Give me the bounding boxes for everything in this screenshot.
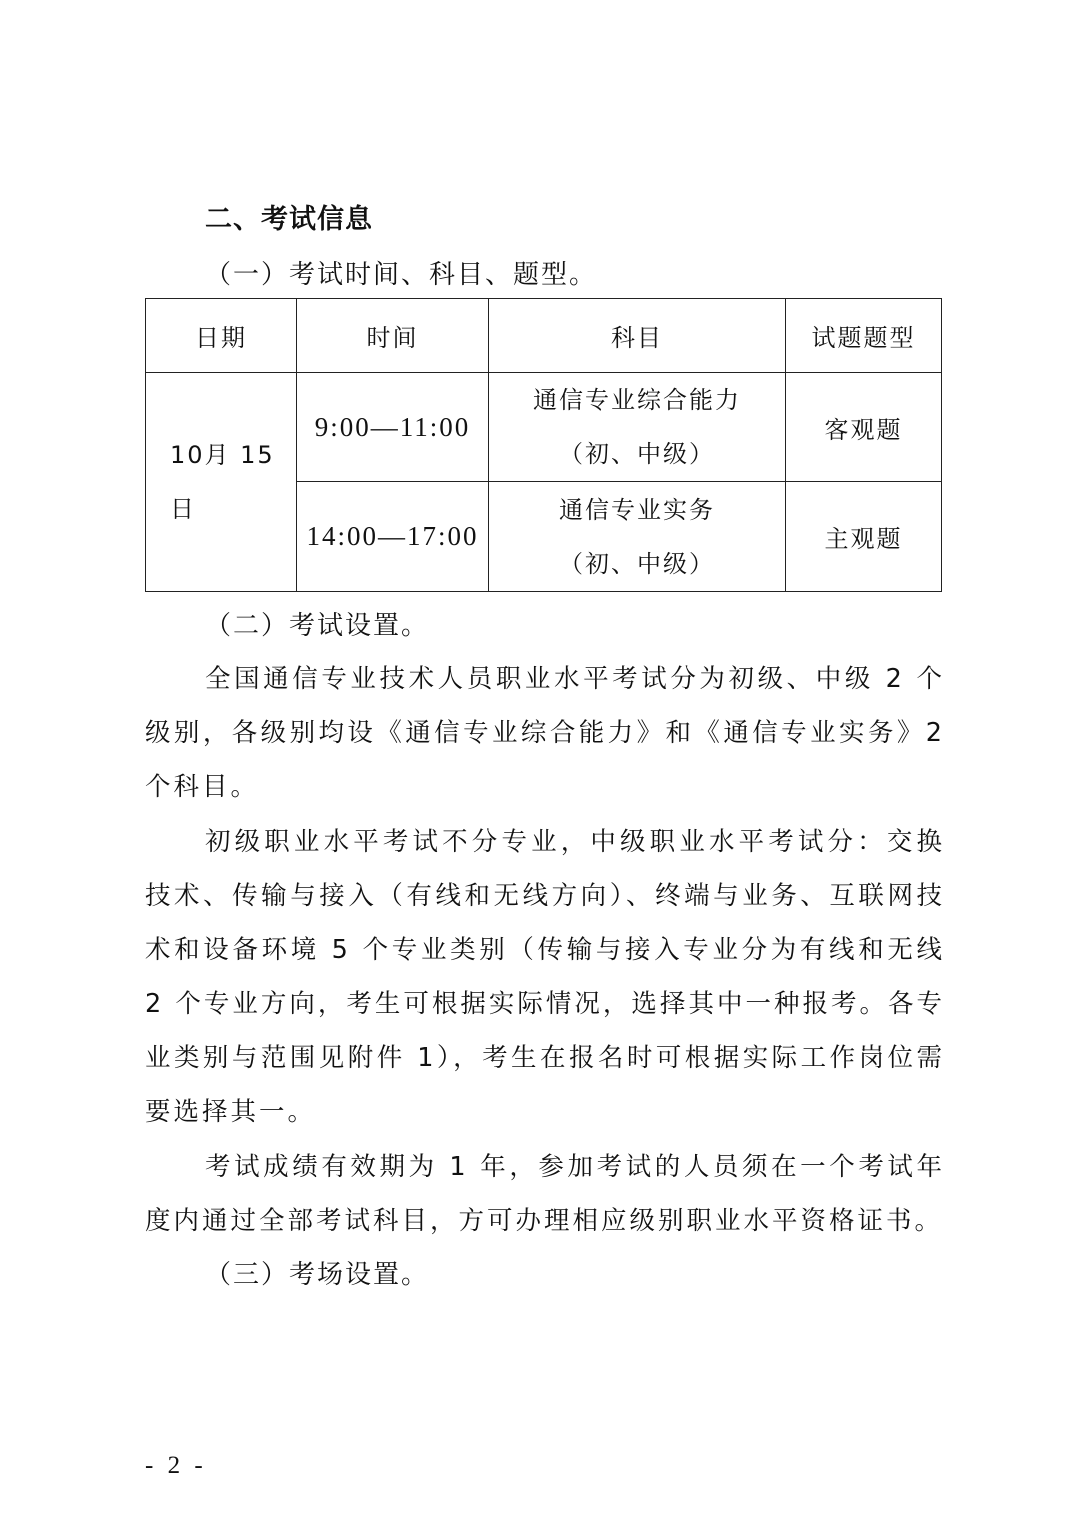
header-time: 时间 (297, 299, 489, 373)
subject-name: 通信专业综合能力 (533, 386, 741, 414)
time-cell: 14:00—17:00 (297, 482, 489, 592)
question-type-cell: 主观题 (786, 482, 942, 592)
page-number: - 2 - (145, 1452, 207, 1479)
date-cell (146, 373, 297, 592)
table-row (146, 373, 942, 482)
header-question-type: 试题题型 (786, 299, 942, 373)
header-date: 日期 (146, 299, 297, 373)
exam-schedule-table (145, 298, 942, 592)
subject-name: 通信专业实务 (559, 495, 715, 524)
subject-level: （初、中级） (559, 440, 715, 468)
time-cell: 9:00—11:00 (297, 373, 489, 482)
subject-level: （初、中级） (559, 549, 715, 578)
subject-cell (489, 482, 786, 592)
subsection-title-1: （一）考试时间、科目、题型。 (205, 260, 598, 290)
date-text: 10月 15 日 (170, 441, 275, 523)
header-subject: 科目 (489, 299, 786, 373)
subject-cell (489, 373, 786, 482)
paragraph-exam-levels: 全国通信专业技术人员职业水平考试分为初级、中级 2 个级别，各级别均设《通信专业综合能力》和《通信专业实务》2 个科目。 (145, 664, 945, 802)
subsection-title-3: （三）考场设置。 (205, 1260, 430, 1290)
paragraph-specialties: 初级职业水平考试不分专业，中级职业水平考试分：交换技术、传输与接入（有线和无线方向）、终端与业务、互联网技术和设备环境 5 个专业类别（传输与接入专业分为有线和无线 2 个专业方向，考生可根据实际情况，选择其中一种报考。各专业类别与范围见附件 1），考生在报名时可根据实际工作岗位需要选择其一。 (145, 827, 945, 1127)
table-header-row (146, 299, 942, 373)
paragraph-validity: 考试成绩有效期为 1 年，参加考试的人员须在一个考试年度内通过全部考试科目，方可办理相应级别职业水平资格证书。 (145, 1152, 945, 1236)
question-type-cell: 客观题 (786, 373, 942, 482)
section-title: 二、考试信息 (205, 204, 373, 235)
subsection-title-2: （二）考试设置。 (205, 611, 430, 641)
